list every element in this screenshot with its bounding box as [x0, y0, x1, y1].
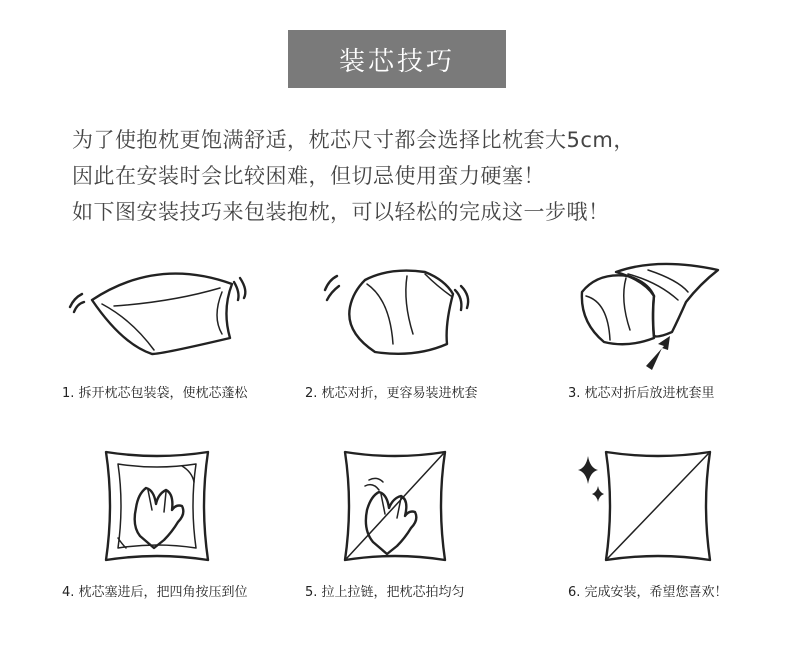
step-4-caption: 4. 枕芯塞进后，把四角按压到位: [62, 585, 248, 600]
intro-line-1: 为了使抱枕更饱满舒适，枕芯尺寸都会选择比枕套大5cm，: [72, 128, 635, 152]
finished-pillow-icon: [568, 460, 790, 600]
step-6-caption: 6. 完成安装，希望您喜欢！: [568, 585, 728, 600]
sparkle-small-icon: [592, 486, 604, 502]
intro-text: [72, 122, 732, 230]
page-title: 装芯技巧: [288, 30, 506, 88]
intro-line-3: 如下图安装技巧来包装抱枕，可以轻松的完成这一步哦！: [72, 200, 610, 224]
step-4: [62, 460, 302, 630]
step-5-caption: 5. 拉上拉链，把枕芯拍均匀: [305, 585, 465, 600]
fluffed-pillow-icon: [62, 262, 302, 402]
step-3: [568, 262, 790, 432]
step-5: [305, 460, 545, 630]
insert-pillow-icon: [568, 262, 790, 402]
folded-pillow-icon: [305, 262, 545, 402]
pat-pillow-icon: [305, 460, 545, 600]
press-corners-icon: [62, 460, 302, 600]
step-1-caption: 1. 拆开枕芯包装袋，使枕芯蓬松: [62, 386, 248, 401]
step-2-caption: 2. 枕芯对折，更容易装进枕套: [305, 386, 478, 401]
intro-line-2: 因此在安装时会比较困难，但切忌使用蛮力硬塞！: [72, 164, 545, 188]
step-2: [305, 262, 545, 432]
sparkle-icon: [578, 456, 598, 484]
step-1: [62, 262, 302, 432]
step-6: [568, 460, 790, 630]
step-3-caption: 3. 枕芯对折后放进枕套里: [568, 386, 715, 401]
